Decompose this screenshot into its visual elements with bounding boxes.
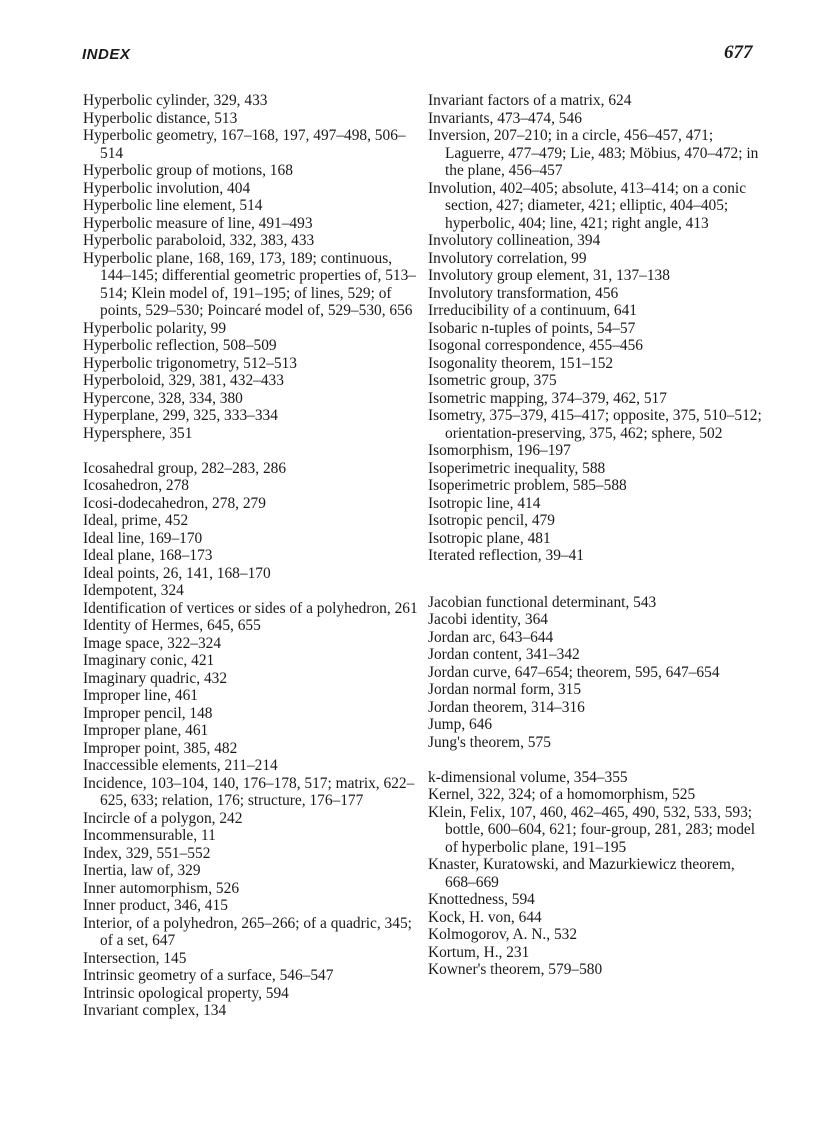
index-entry: Isotropic plane, 481 — [428, 529, 551, 547]
index-entry: Ideal line, 169–170 — [83, 529, 203, 547]
index-entry: Invariants, 473–474, 546 — [428, 109, 582, 127]
index-entry: Identity of Hermes, 645, 655 — [83, 617, 261, 634]
index-entry: Kock, H. von, 644 — [428, 908, 542, 926]
index-entry: Imaginary quadric, 432 — [83, 669, 228, 687]
index-entry: Incircle of a polygon, 242 — [83, 809, 243, 827]
index-entry: Klein, Felix, 107, 460, 462–465, 490, 532, 533, 593; bottle, 600–604, 621; four-group, 281, 283; model of hyperbolic plane, 191–195 — [428, 803, 756, 856]
index-entry: Isoperimetric problem, 585–588 — [428, 477, 627, 494]
index-entry: Irreducibility of a continuum, 641 — [428, 302, 638, 319]
letter-group-gap — [428, 565, 763, 594]
index-entry: Hyperbolic group of motions, 168 — [83, 162, 293, 179]
index-entry: Isomorphism, 196–197 — [428, 442, 571, 459]
index-entry: Kortum, H., 231 — [428, 943, 530, 961]
index-entry: Involutory transformation, 456 — [428, 284, 619, 302]
index-entry: Improper line, 461 — [83, 687, 198, 704]
index-entry: Isogonality theorem, 151–152 — [428, 354, 614, 372]
index-entry: Kowner's theorem, 579–580 — [428, 961, 603, 978]
index-entry: Hyperbolic involution, 404 — [83, 179, 251, 197]
index-entry: Isometry, 375–379, 415–417; opposite, 375, 510–512; orientation-preserving, 375, 462; sphere, 502 — [428, 407, 762, 442]
index-entry: Ideal, prime, 452 — [83, 512, 189, 529]
index-entry: Intersection, 145 — [83, 949, 187, 967]
letter-group-gap — [83, 442, 418, 460]
index-entry: Hyperbolic polarity, 99 — [83, 319, 227, 337]
index-entry: Ideal points, 26, 141, 168–170 — [83, 564, 271, 582]
index-entry: Inaccessible elements, 211–214 — [83, 757, 278, 774]
index-entry: Jacobi identity, 364 — [428, 611, 548, 628]
letter-group-gap — [428, 751, 763, 769]
index-entry: Incidence, 103–104, 140, 176–178, 517; matrix, 622–625, 633; relation, 176; structure, 176–177 — [83, 774, 415, 809]
index-entry: Hyperbolic reflection, 508–509 — [83, 337, 277, 354]
index-entry: Idempotent, 324 — [83, 582, 184, 599]
index-entry: Knottedness, 594 — [428, 891, 535, 908]
index-entry: Hyperplane, 299, 325, 333–334 — [83, 407, 278, 424]
index-entry: Jung's theorem, 575 — [428, 733, 551, 751]
index-entry: Hyperbolic measure of line, 491–493 — [83, 214, 313, 232]
index-entry: Jacobian functional determinant, 543 — [428, 593, 657, 611]
index-entry: Isotropic pencil, 479 — [428, 512, 555, 529]
index-entry: k-dimensional volume, 354–355 — [428, 768, 628, 786]
index-entry: Iterated reflection, 39–41 — [428, 547, 584, 564]
index-entry: Isogonal correspondence, 455–456 — [428, 337, 643, 354]
index-entry: Hypersphere, 351 — [83, 424, 193, 442]
index-entry: Hyperboloid, 329, 381, 432–433 — [83, 372, 284, 389]
index-entry: Isobaric n-tuples of points, 54–57 — [428, 319, 636, 337]
index-entry: Hyperbolic paraboloid, 332, 383, 433 — [83, 232, 315, 249]
running-header: INDEX — [82, 46, 131, 63]
index-entry: Interior, of a polyhedron, 265–266; of a quadric, 345; of a set, 647 — [83, 914, 412, 949]
index-entry: Hyperbolic plane, 168, 169, 173, 189; continuous, 144–145; differential geometric properties of, 513–514; Klein model of, 191–195; of lines, 529; of points, 529–530; Poincaré model of, 529–530, 656 — [83, 249, 416, 319]
index-entry: Index, 329, 551–552 — [83, 844, 211, 862]
index-entry: Improper point, 385, 482 — [83, 739, 238, 757]
index-entry: Jordan theorem, 314–316 — [428, 698, 585, 716]
index-entry: Imaginary conic, 421 — [83, 652, 215, 669]
index-entry: Involution, 402–405; absolute, 413–414; on a conic section, 427; diameter, 421; elliptic, 404–405; hyperbolic, 404; line, 421; right angle, 413 — [428, 179, 747, 232]
index-entry: Isometric group, 375 — [428, 372, 557, 389]
index-entry: Inversion, 207–210; in a circle, 456–457, 471; Laguerre, 477–479; Lie, 483; Möbius, 470–472; in the plane, 456–457 — [428, 127, 759, 179]
index-column-right — [428, 92, 763, 979]
index-entry: Isotropic line, 414 — [428, 494, 541, 512]
index-entry: Involutory collineation, 394 — [428, 232, 601, 249]
index-entry: Isometric mapping, 374–379, 462, 517 — [428, 389, 667, 407]
index-entry: Icosi-dodecahedron, 278, 279 — [83, 494, 266, 512]
index-entry: Inertia, law of, 329 — [83, 862, 201, 879]
index-entry: Improper pencil, 148 — [83, 704, 213, 722]
index-entry: Improper plane, 461 — [83, 722, 209, 739]
index-entry: Invariant complex, 134 — [83, 1002, 227, 1019]
index-entry: Icosahedron, 278 — [83, 477, 189, 494]
index-entry: Ideal plane, 168–173 — [83, 547, 213, 564]
index-entry: Isoperimetric inequality, 588 — [428, 459, 606, 477]
index-entry: Kernel, 322, 324; of a homomorphism, 525 — [428, 786, 696, 803]
index-entry: Knaster, Kuratowski, and Mazurkiewicz theorem, 668–669 — [428, 856, 735, 891]
index-entry: Jordan curve, 647–654; theorem, 595, 647–654 — [428, 663, 720, 681]
index-entry: Jump, 646 — [428, 716, 493, 733]
index-entry: Hypercone, 328, 334, 380 — [83, 389, 243, 407]
index-entry: Hyperbolic distance, 513 — [83, 109, 238, 127]
index-entry: Incommensurable, 11 — [83, 827, 216, 844]
index-entry: Hyperbolic geometry, 167–168, 197, 497–498, 506–514 — [83, 127, 406, 162]
index-entry: Identification of vertices or sides of a polyhedron, 261 — [83, 599, 418, 617]
index-column-left — [83, 92, 418, 1020]
index-entry: Intrinsic geometry of a surface, 546–547 — [83, 967, 334, 984]
index-entry: Jordan normal form, 315 — [428, 681, 582, 698]
index-entry: Jordan content, 341–342 — [428, 646, 580, 663]
index-entry: Kolmogorov, A. N., 532 — [428, 926, 578, 943]
index-entry: Intrinsic opological property, 594 — [83, 984, 289, 1002]
index-entry: Involutory group element, 31, 137–138 — [428, 267, 670, 284]
index-entry: Icosahedral group, 282–283, 286 — [83, 459, 287, 477]
index-entry: Jordan arc, 643–644 — [428, 628, 554, 646]
index-entry: Inner automorphism, 526 — [83, 879, 240, 897]
page-number: 677 — [724, 42, 753, 63]
index-entry: Hyperbolic trigonometry, 512–513 — [83, 354, 298, 372]
index-entry: Inner product, 346, 415 — [83, 897, 228, 914]
index-entry: Hyperbolic line element, 514 — [83, 197, 263, 214]
index-entry: Hyperbolic cylinder, 329, 433 — [83, 92, 268, 109]
index-entry: Involutory correlation, 99 — [428, 249, 587, 267]
index-entry: Image space, 322–324 — [83, 634, 222, 652]
index-entry: Invariant factors of a matrix, 624 — [428, 92, 632, 109]
